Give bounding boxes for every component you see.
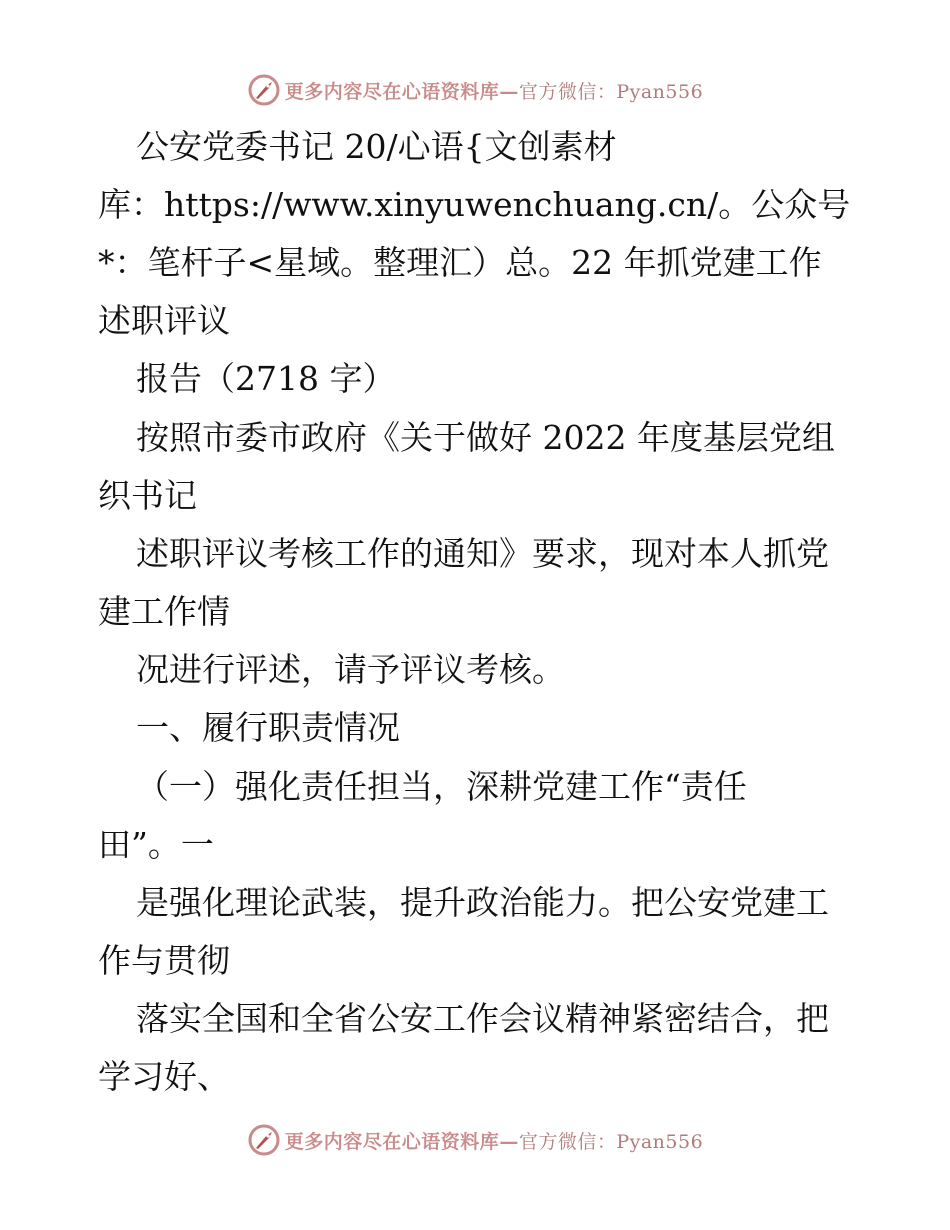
- text-line: 学习好、: [98, 1057, 230, 1096]
- text-line: 按照市委市政府《关于做好 2022 年度基层党组: [136, 418, 835, 457]
- footer-watermark: [0, 1120, 950, 1160]
- text-line: 作与贯彻: [98, 941, 230, 980]
- watermark-text: 更多内容尽在心语资料库—官方微信：Pyan556: [284, 1130, 704, 1153]
- pen-nib-logo-icon: [247, 73, 281, 107]
- text-line: *：笔杆子<星域。整理汇）总。22 年抓党建工作: [98, 243, 822, 282]
- text-line: 织书记: [98, 476, 197, 515]
- watermark-text: 更多内容尽在心语资料库—官方微信：Pyan556: [284, 80, 704, 103]
- text-line: 建工作情: [98, 592, 230, 631]
- text-line: 况进行评述，请予评议考核。: [136, 650, 565, 689]
- header-watermark: [0, 70, 950, 110]
- text-line: 述职评议考核工作的通知》要求，现对本人抓党: [136, 534, 829, 573]
- text-line: 落实全国和全省公安工作会议精神紧密结合，把: [136, 999, 829, 1038]
- pen-nib-logo-icon: [247, 1123, 281, 1157]
- text-line: 是强化理论武装，提升政治能力。把公安党建工: [136, 883, 829, 922]
- text-line: 述职评议: [98, 301, 230, 340]
- text-line: 报告（2718 字）: [136, 359, 396, 398]
- section-heading: 一、履行职责情况: [136, 708, 400, 747]
- text-line: 库：https://www.xinyuwenchuang.cn/。公众号: [98, 185, 851, 224]
- subsection-heading: （一）强化责任担当，深耕党建工作“责任: [136, 767, 747, 806]
- text-line: 公安党委书记 20/心语{文创素材: [136, 127, 617, 166]
- text-line: 田”。一: [98, 825, 214, 864]
